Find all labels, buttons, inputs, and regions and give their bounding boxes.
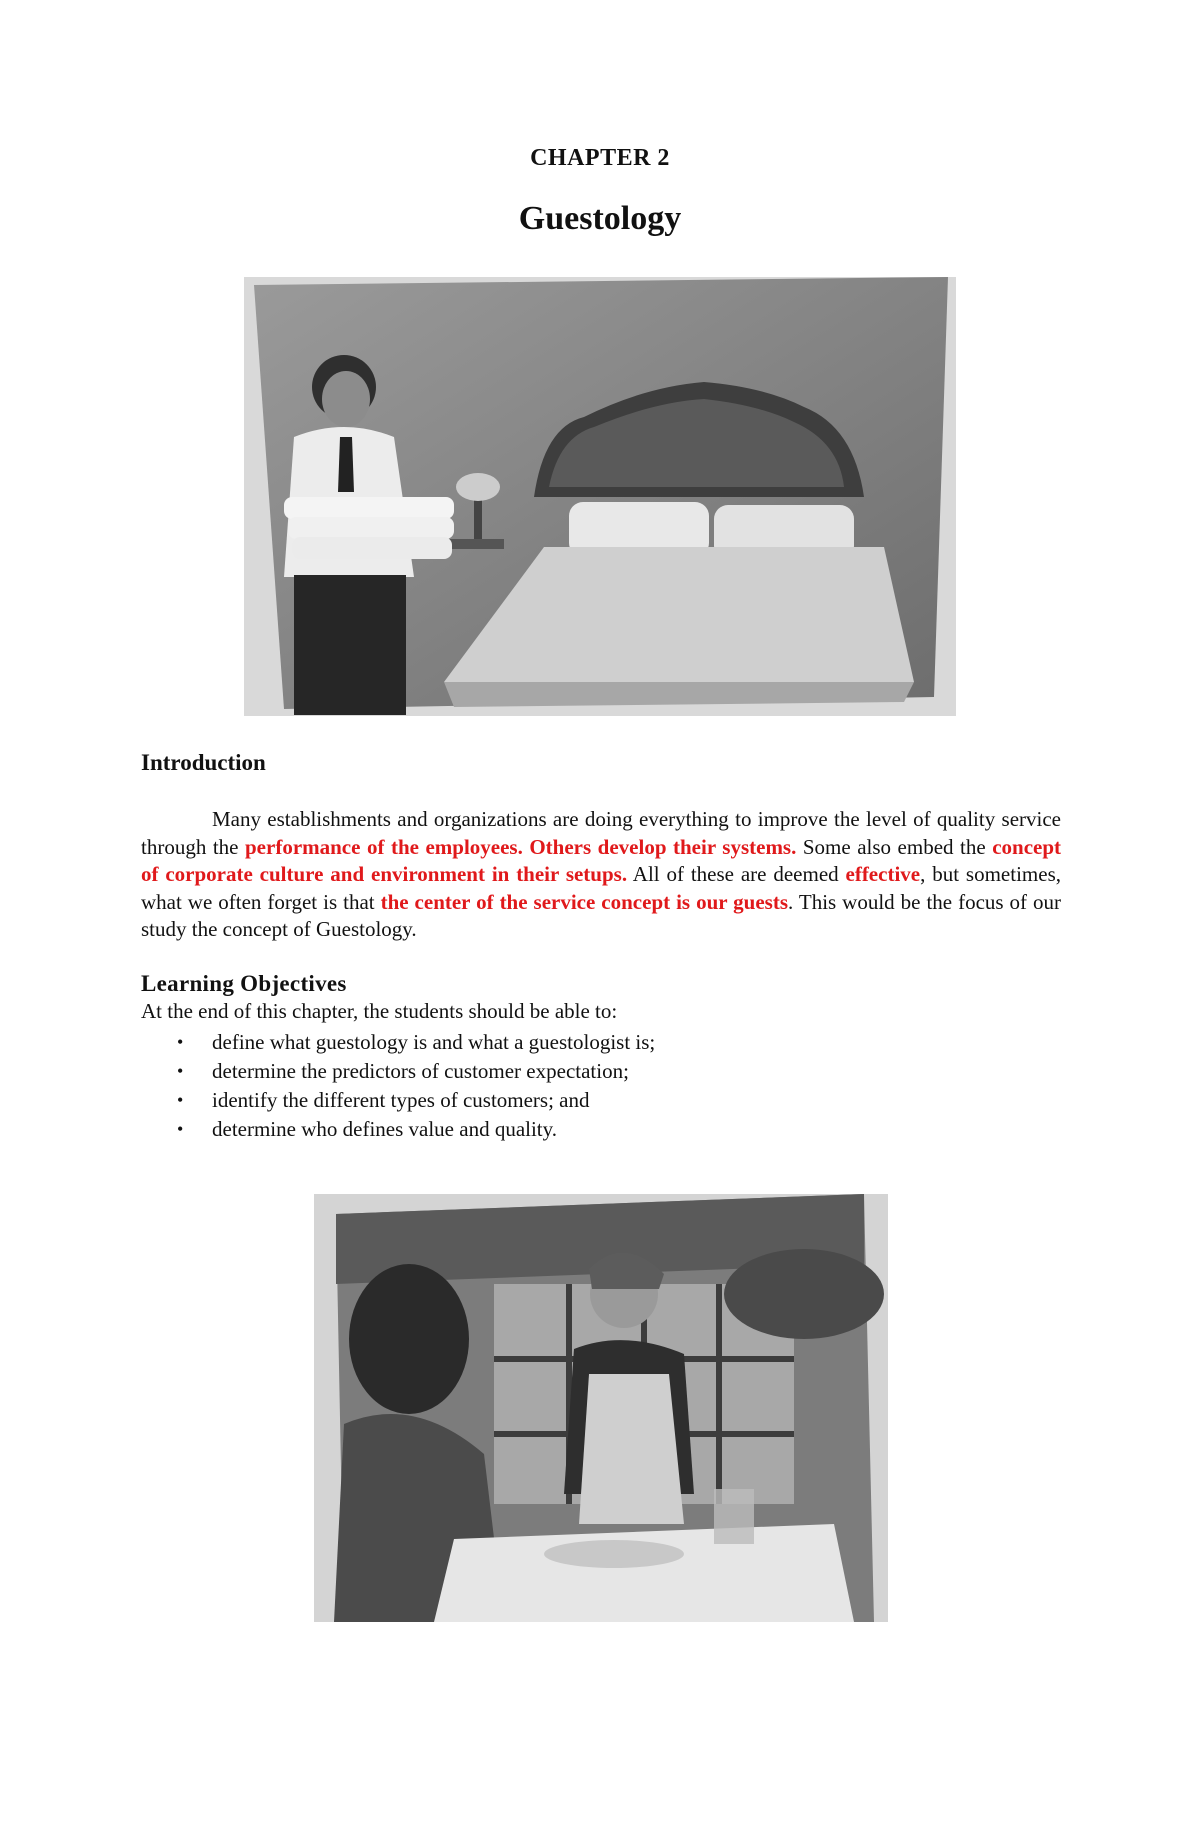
list-item-text: define what guestology is and what a guestologist is; [212,1030,656,1054]
intro-text-3: All of these are deemed [627,862,846,886]
list-item-text: identify the different types of customers; and [212,1088,590,1112]
list-item [141,1086,655,1115]
introduction-heading: Introduction [141,750,266,775]
intro-text-1: Many establishments and organizations are doing everything to improve the level of quality service through the [141,807,1061,859]
waitress-serving-guest-photo-icon [314,1194,888,1622]
hotel-bellman-photo-icon [244,277,956,716]
page-title: Guestology [518,200,682,237]
intro-highlight-3: effective [845,862,921,886]
list-item [141,1115,655,1144]
introduction-paragraph [141,806,1061,944]
learning-objectives-heading: Learning Objectives [141,971,347,996]
intro-text-5: . This would be the focus of our study the concept of Guestology. [141,889,1062,941]
bullet-icon: • [177,1090,184,1110]
intro-text-4: , but sometimes, what we often forget is that [141,862,1061,914]
intro-highlight-4: the center of the service concept is our guests [380,889,789,914]
bullet-icon: • [177,1119,184,1139]
list-item [141,1057,655,1086]
list-item-text: determine who defines value and quality. [212,1117,558,1141]
waitress-serving-guest-photo [314,1194,888,1622]
learning-objectives-intro: At the end of this chapter, the students should be able to: [141,999,618,1023]
bullet-icon: • [177,1032,184,1052]
list-item [141,1028,655,1057]
list-item-text: determine the predictors of customer expectation; [212,1059,629,1083]
intro-highlight-2: concept of corporate culture and environment in their setups. [141,834,1062,886]
intro-text-2: Some also embed the [796,834,993,859]
chapter-label: CHAPTER 2 [530,145,670,171]
intro-highlight-1: performance of the employees. Others develop their systems. [245,834,797,859]
bullet-icon: • [177,1061,184,1081]
learning-objectives-list [141,1028,655,1144]
hotel-bellman-photo [244,277,956,716]
